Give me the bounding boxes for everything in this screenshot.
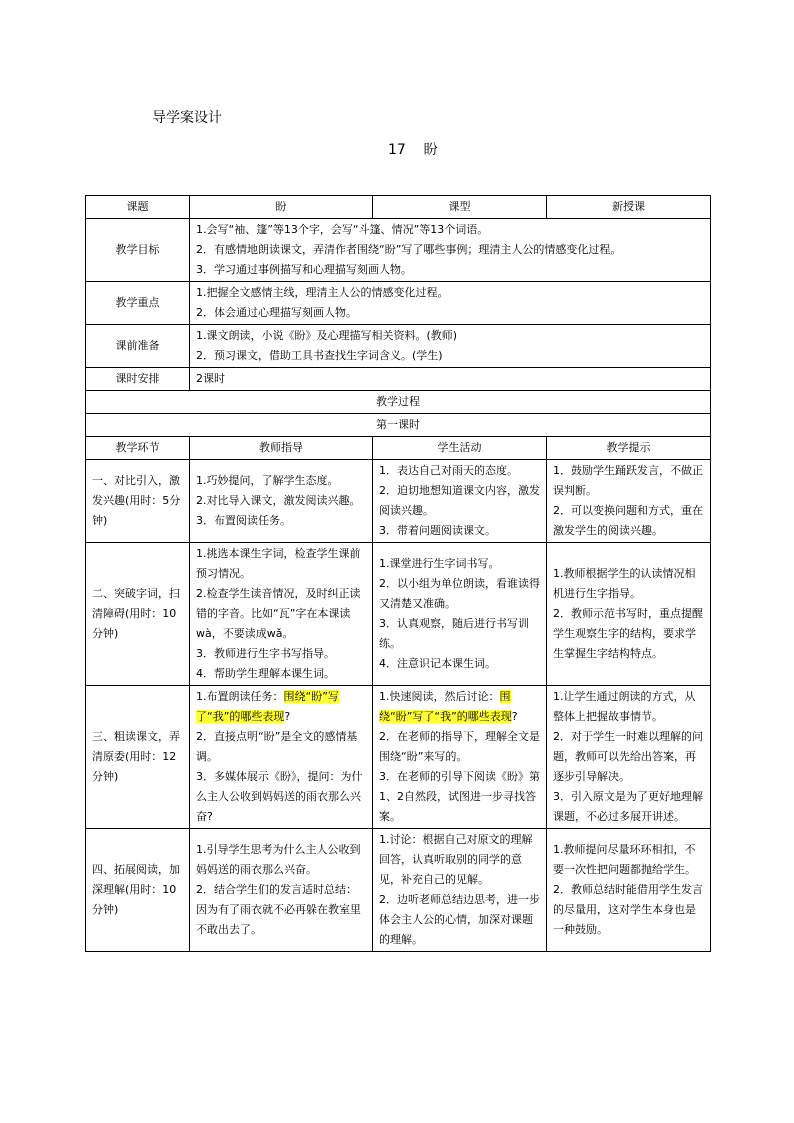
student-item: 2．边听老师总结边思考，进一步体会主人公的心情，加深对课题的理解。 bbox=[379, 893, 540, 946]
teacher-item: 3．教师进行生字书写指导。 bbox=[196, 647, 335, 660]
tip-item: 1.教师根据学生的认读情况相机进行生字指导。 bbox=[553, 567, 696, 600]
student-cell bbox=[373, 686, 547, 829]
course-value: 盼 bbox=[190, 196, 373, 219]
schedule-row bbox=[86, 368, 711, 391]
preparation-item: 2．预习课文，借助工具书查找生字词含义。(学生) bbox=[196, 349, 443, 362]
teacher-item: 2．结合学生们的发言适时总结：因为有了雨衣就不必再躲在教室里不敢出去了。 bbox=[196, 883, 361, 936]
goals-content bbox=[190, 219, 711, 282]
period-title: 第一课时 bbox=[86, 414, 711, 437]
tip-item: 2．可以变换问题和方式，重在激发学生的阅读兴趣。 bbox=[553, 504, 703, 537]
student-item: 2．在老师的指导下，理解全文是围绕“盼”来写的。 bbox=[379, 730, 540, 763]
schedule-label: 课时安排 bbox=[86, 368, 190, 391]
key-points-label: 教学重点 bbox=[86, 282, 190, 325]
goal-item: 1.会写“袖、篷”等13个字，会写“斗篷、情况”等13个词语。 bbox=[196, 223, 489, 236]
teacher-item: 3．布置阅读任务。 bbox=[196, 514, 291, 527]
teacher-item: 2．直接点明“盼”是全文的感情基调。 bbox=[196, 730, 358, 763]
teacher-item bbox=[196, 687, 366, 727]
student-item: 1.讨论：根据自己对原文的理解回答，认真听取别的同学的意见，补充自己的见解。 bbox=[379, 833, 533, 886]
tip-item: 2．教师示范书写时，重点提醒学生观察生字的结构，要求学生掌握生字结构特点。 bbox=[553, 607, 703, 660]
student-cell bbox=[373, 829, 547, 952]
student-item: 1.课堂进行生字词书写。 bbox=[379, 557, 500, 570]
student-item: 3．带着问题阅读课文。 bbox=[379, 524, 496, 537]
teacher-item-prefix: 1.布置朗读任务： bbox=[196, 690, 284, 703]
tip-item: 2．对于学生一时难以理解的问题，教师可以先给出答案，再逐步引导解决。 bbox=[553, 730, 703, 783]
tips-cell bbox=[547, 686, 711, 829]
tip-item: 3．引入原文是为了更好地理解课题，不必过多展开讲述。 bbox=[553, 790, 703, 823]
teacher-item: 2.检查学生读音情况，及时纠正读错的字音。比如“瓦”字在本课读wà，不要读成wǎ。 bbox=[196, 587, 361, 640]
student-cell bbox=[373, 543, 547, 686]
student-item-prefix: 1.快速阅读，然后讨论： bbox=[379, 690, 500, 703]
schedule-value: 2课时 bbox=[190, 368, 711, 391]
student-item: 3．在老师的引导下阅读《盼》第1、2自然段，试图进一步寻找答案。 bbox=[379, 770, 540, 823]
tips-cell bbox=[547, 543, 711, 686]
teacher-item: 2.对比导入课文，激发阅读兴趣。 bbox=[196, 494, 361, 507]
tip-item: 1.教师提问尽量环环相扣，不要一次性把问题都抛给学生。 bbox=[553, 843, 696, 876]
column-header: 教学环节 bbox=[86, 437, 190, 460]
tip-item: 1.让学生通过朗读的方式，从整体上把握故事情节。 bbox=[553, 690, 696, 723]
lesson-name: 盼 bbox=[423, 142, 438, 158]
goals-label: 教学目标 bbox=[86, 219, 190, 282]
key-point-item: 2．体会通过心理描写刻画人物。 bbox=[196, 306, 357, 319]
column-header-row bbox=[86, 437, 711, 460]
period-title-row bbox=[86, 414, 711, 437]
stage-cell: 三、粗读课文，弄清原委(用时：12分钟) bbox=[86, 686, 190, 829]
teacher-cell bbox=[190, 460, 373, 543]
lesson-number: 17 bbox=[388, 142, 406, 158]
type-label: 课型 bbox=[373, 196, 547, 219]
tips-cell bbox=[547, 829, 711, 952]
document-heading: 导学案设计 bbox=[152, 110, 222, 126]
student-item: 2．以小组为单位朗读，看谁读得又清楚又准确。 bbox=[379, 577, 540, 610]
tips-cell bbox=[547, 460, 711, 543]
student-item: 1．表达自己对雨天的态度。 bbox=[379, 464, 518, 477]
table-row bbox=[86, 460, 711, 543]
column-header: 教师指导 bbox=[190, 437, 373, 460]
lesson-title bbox=[388, 139, 438, 159]
preparation-label: 课前准备 bbox=[86, 325, 190, 368]
table-row bbox=[86, 686, 711, 829]
stage-cell: 四、拓展阅读，加深理解(用时：10分钟) bbox=[86, 829, 190, 952]
teacher-item: 1.引导学生思考为什么主人公收到妈妈送的雨衣那么兴奋。 bbox=[196, 843, 361, 876]
tip-item: 2．教师总结时能借用学生发言的尽量用，这对学生本身也是一种鼓励。 bbox=[553, 883, 703, 936]
goals-row bbox=[86, 219, 711, 282]
lesson-plan-table bbox=[85, 195, 711, 952]
teacher-item: 4．帮助学生理解本课生词。 bbox=[196, 667, 335, 680]
highlighted-text: 围绕“盼”写了“我”的哪些表现 bbox=[379, 690, 512, 723]
table-row bbox=[86, 543, 711, 686]
teacher-item: 1.挑选本课生字词，检查学生课前预习情况。 bbox=[196, 547, 361, 580]
type-value: 新授课 bbox=[547, 196, 711, 219]
process-title-row bbox=[86, 391, 711, 414]
teacher-item-suffix: ? bbox=[284, 710, 291, 723]
highlighted-text: 围绕“盼”写了“我”的哪些表现 bbox=[196, 690, 339, 723]
table-row bbox=[86, 829, 711, 952]
student-cell bbox=[373, 460, 547, 543]
goal-item: 3．学习通过事例描写和心理描写刻画人物。 bbox=[196, 263, 412, 276]
student-item: 2．迫切地想知道课文内容，激发阅读兴趣。 bbox=[379, 484, 540, 517]
preparation-content bbox=[190, 325, 711, 368]
student-item: 4．注意识记本课生词。 bbox=[379, 657, 496, 670]
stage-cell: 一、对比引入，激发兴趣(用时：5分钟) bbox=[86, 460, 190, 543]
student-item: 3．认真观察，随后进行书写训练。 bbox=[379, 617, 529, 650]
info-row bbox=[86, 196, 711, 219]
preparation-row bbox=[86, 325, 711, 368]
key-points-content bbox=[190, 282, 711, 325]
column-header: 教学提示 bbox=[547, 437, 711, 460]
preparation-item: 1.课文朗读，小说《盼》及心理描写相关资料。(教师) bbox=[196, 329, 458, 342]
process-title: 教学过程 bbox=[86, 391, 711, 414]
goal-item: 2．有感情地朗读课文，弄清作者围绕“盼”写了哪些事例；理清主人公的情感变化过程。 bbox=[196, 243, 622, 256]
student-item-suffix: ? bbox=[511, 710, 518, 723]
key-point-item: 1.把握全文感情主线，理清主人公的情感变化过程。 bbox=[196, 286, 449, 299]
course-label: 课题 bbox=[86, 196, 190, 219]
teacher-cell bbox=[190, 829, 373, 952]
column-header: 学生活动 bbox=[373, 437, 547, 460]
teacher-cell bbox=[190, 543, 373, 686]
teacher-item: 3．多媒体展示《盼》，提问：为什么主人公收到妈妈送的雨衣那么兴奋? bbox=[196, 770, 363, 823]
student-item bbox=[379, 687, 540, 727]
teacher-cell bbox=[190, 686, 373, 829]
teacher-item: 1.巧妙提问，了解学生态度。 bbox=[196, 474, 339, 487]
key-points-row bbox=[86, 282, 711, 325]
stage-cell: 二、突破字词，扫清障碍(用时：10分钟) bbox=[86, 543, 190, 686]
tip-item: 1．鼓励学生踊跃发言，不做正误判断。 bbox=[553, 464, 703, 497]
